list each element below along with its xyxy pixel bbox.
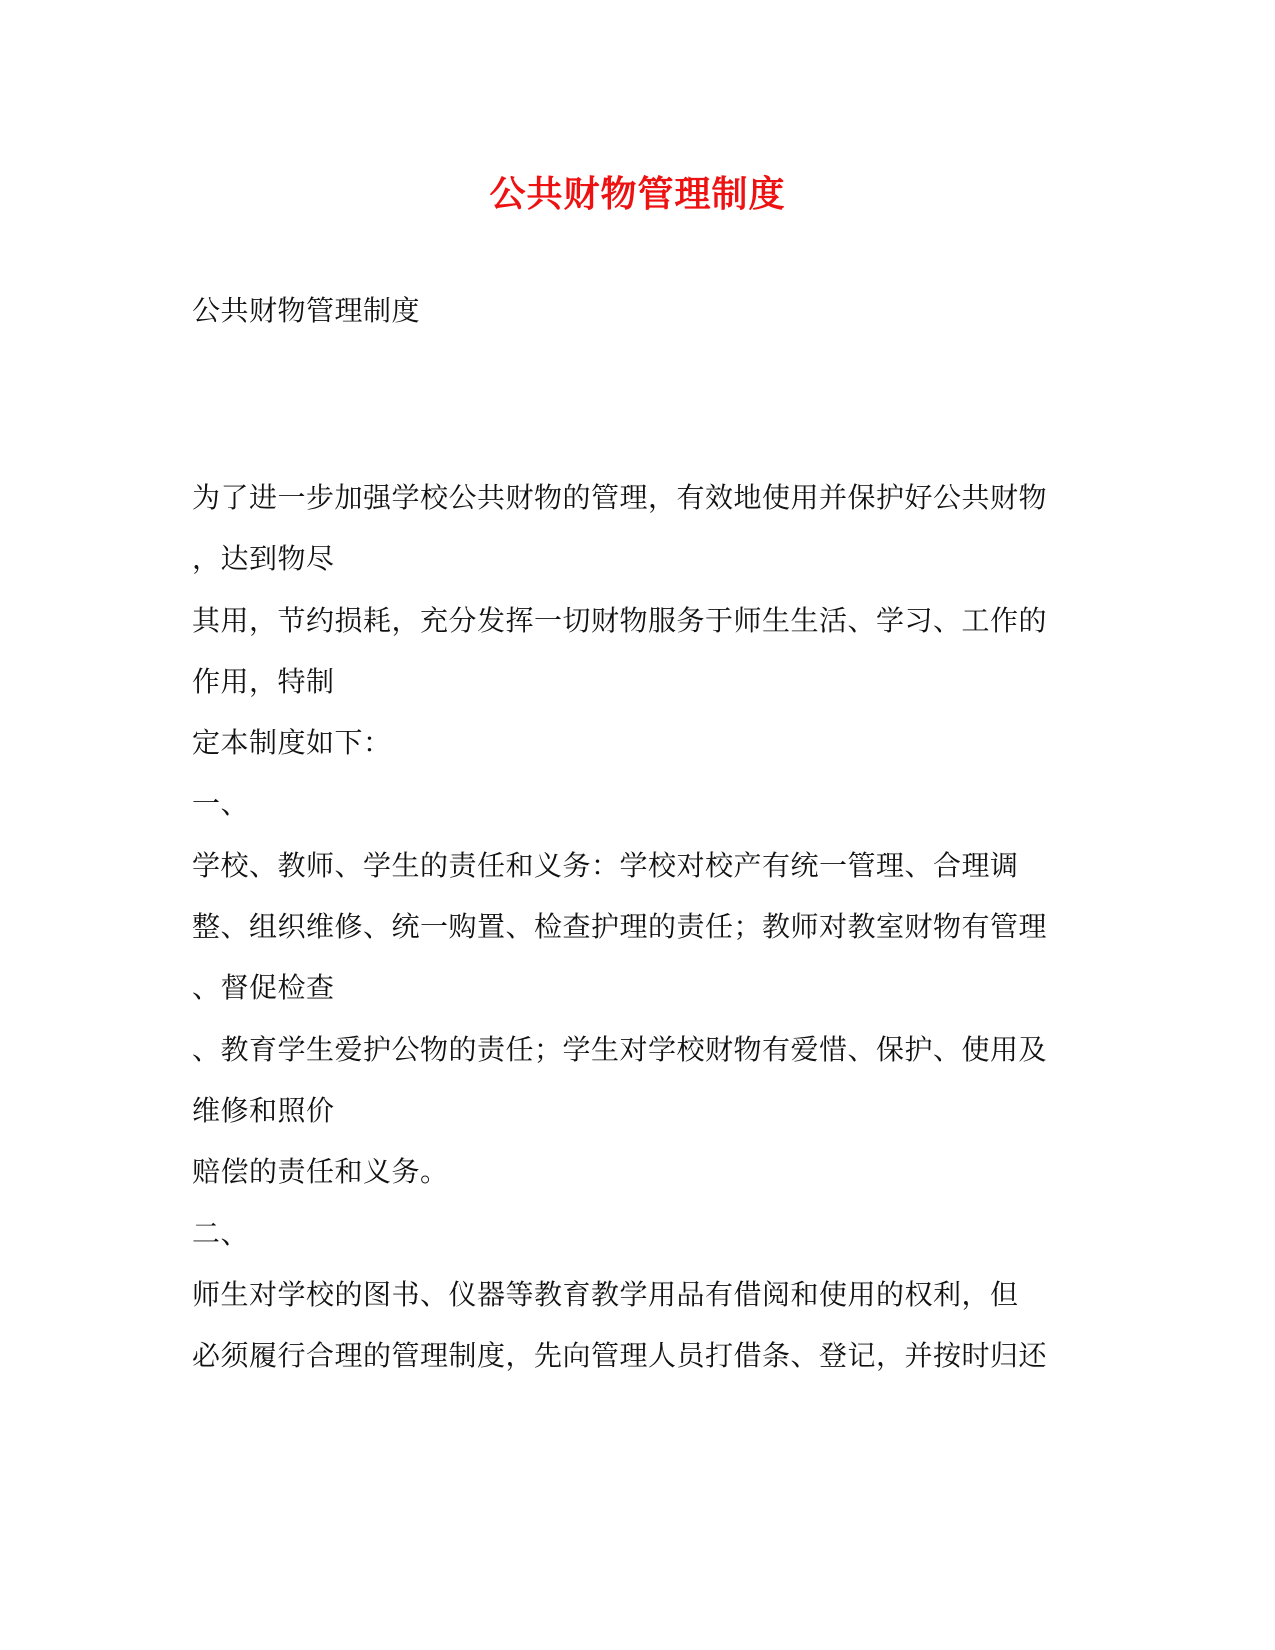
document-title: 公共财物管理制度 [489,173,786,215]
text-line: 学校、教师、学生的责任和义务：学校对校产有统一管理、合理调 [192,849,1019,882]
text-line: 其用，节约损耗，充分发挥一切财物服务于师生生活、学习、工作的 [192,604,1048,637]
text-line: 、督促检查 [192,971,335,1004]
text-line: 、教育学生爱护公物的责任；学生对学校财物有爱惜、保护、使用及 [192,1033,1048,1066]
subtitle-line: 公共财物管理制度 [192,294,421,327]
text-line: 整、组织维修、统一购置、检查护理的责任；教师对教室财物有管理 [192,910,1048,943]
section-number: 二、 [192,1217,250,1250]
section-number: 一、 [192,787,250,820]
text-line: 维修和照价 [192,1094,335,1127]
text-line: 必须履行合理的管理制度，先向管理人员打借条、登记，并按时归还 [192,1339,1048,1372]
text-line: 为了进一步加强学校公共财物的管理，有效地使用并保护好公共财物 [192,481,1048,514]
text-line: 师生对学校的图书、仪器等教育教学用品有借阅和使用的权利，但 [192,1278,1019,1311]
text-line: ，达到物尽 [192,542,335,575]
text-line: 作用，特制 [192,665,335,698]
text-line: 赔偿的责任和义务。 [192,1155,449,1188]
text-line: 定本制度如下： [192,726,392,759]
